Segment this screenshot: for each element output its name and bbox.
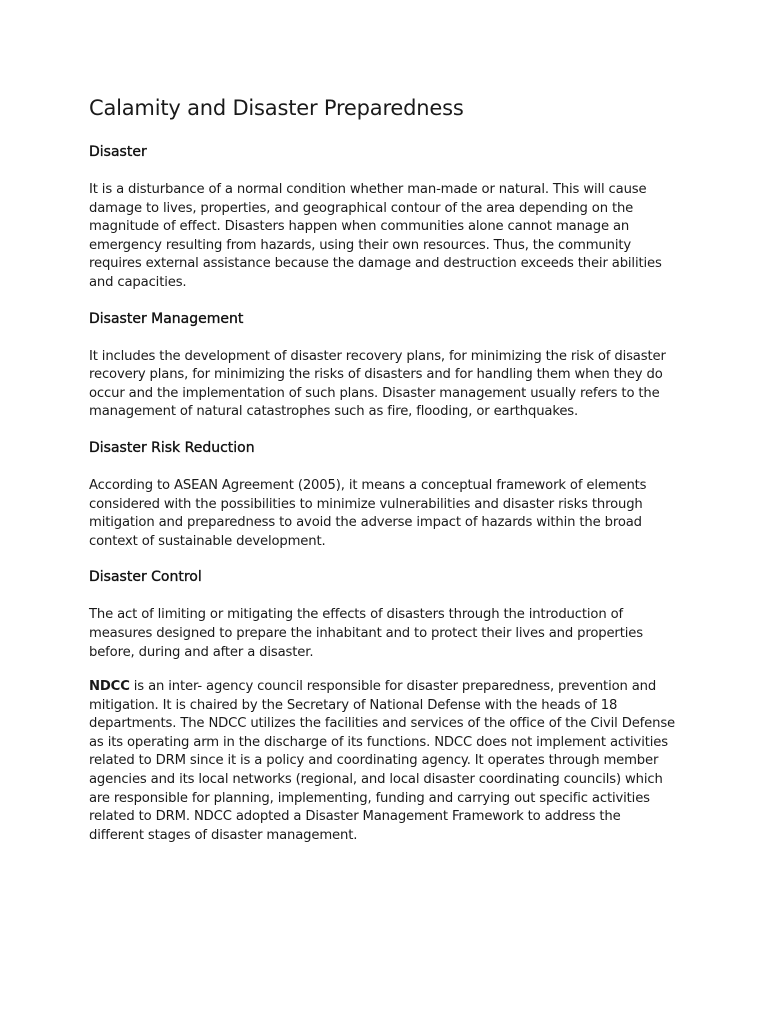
ndcc-body: is an inter- agency council responsible for disaster preparedness, prevention and mitigation. It is chaired by the Secretary of National Defense with the heads of 18 departments. The NDCC utilizes the facilities and services of the office of the Civil Defense as its operating arm in the discharge of its functions. NDCC does not implement activities related to DRM since it is a policy and coordinating agency. It operates through member agencies and its local networks (regional, and local disaster coordinating councils) which are responsible for planning, implementing, funding and carrying out specific activities related to DRM. NDCC adopted a Disaster Management Framework to address the different stages of disaster management. [89,679,676,843]
section-body-disaster: It is a disturbance of a normal condition whether man-made or natural. This will cause damage to lives, properties, and geographical contour of the area depending on the magnitude of effect. Disasters happen when communities alone cannot manage an emergency resulting from hazards, using their own resources. Thus, the community requires external assistance because the damage and destruction exceeds their abilities and capacities. [89,182,662,290]
ndcc-lead: NDCC [89,679,130,695]
spacer [89,329,679,348]
section-heading-disaster-management: Disaster Management [89,310,244,327]
section-body-disaster-risk-reduction: According to ASEAN Agreement (2005), it means a conceptual framework of elements considered with the possibilities to minimize vulnerabilities and disaster risks through mitigation and preparedness to avoid the adverse impact of hazards within the broad context of sustainable development. [89,477,647,549]
spacer [89,162,679,181]
spacer [89,422,679,438]
spacer [89,662,679,678]
spacer [89,551,679,567]
document-title: Calamity and Disaster Preparedness [89,96,464,120]
document-page [89,94,679,845]
section-heading-disaster: Disaster [89,144,147,160]
section-body-disaster-management: It includes the development of disaster recovery plans, for minimizing the risk of disaster recovery plans, for minimizing the risks of disasters and for handling them when they do occur and the implementation of such plans. Disaster management usually refers to the management of natural catastrophes such as fire, flooding, or earthquakes. [89,348,666,420]
spacer [89,587,679,606]
section-heading-disaster-control: Disaster Control [89,569,202,586]
spacer [89,458,679,477]
ndcc-paragraph [89,678,679,845]
section-heading-disaster-risk-reduction: Disaster Risk Reduction [89,439,255,456]
spacer [89,293,679,309]
spacer [89,122,679,142]
section-body-disaster-control: The act of limiting or mitigating the effects of disasters through the introduction of measures designed to prepare the inhabitant and to protect their lives and properties before, during and after a disaster. [89,607,643,660]
